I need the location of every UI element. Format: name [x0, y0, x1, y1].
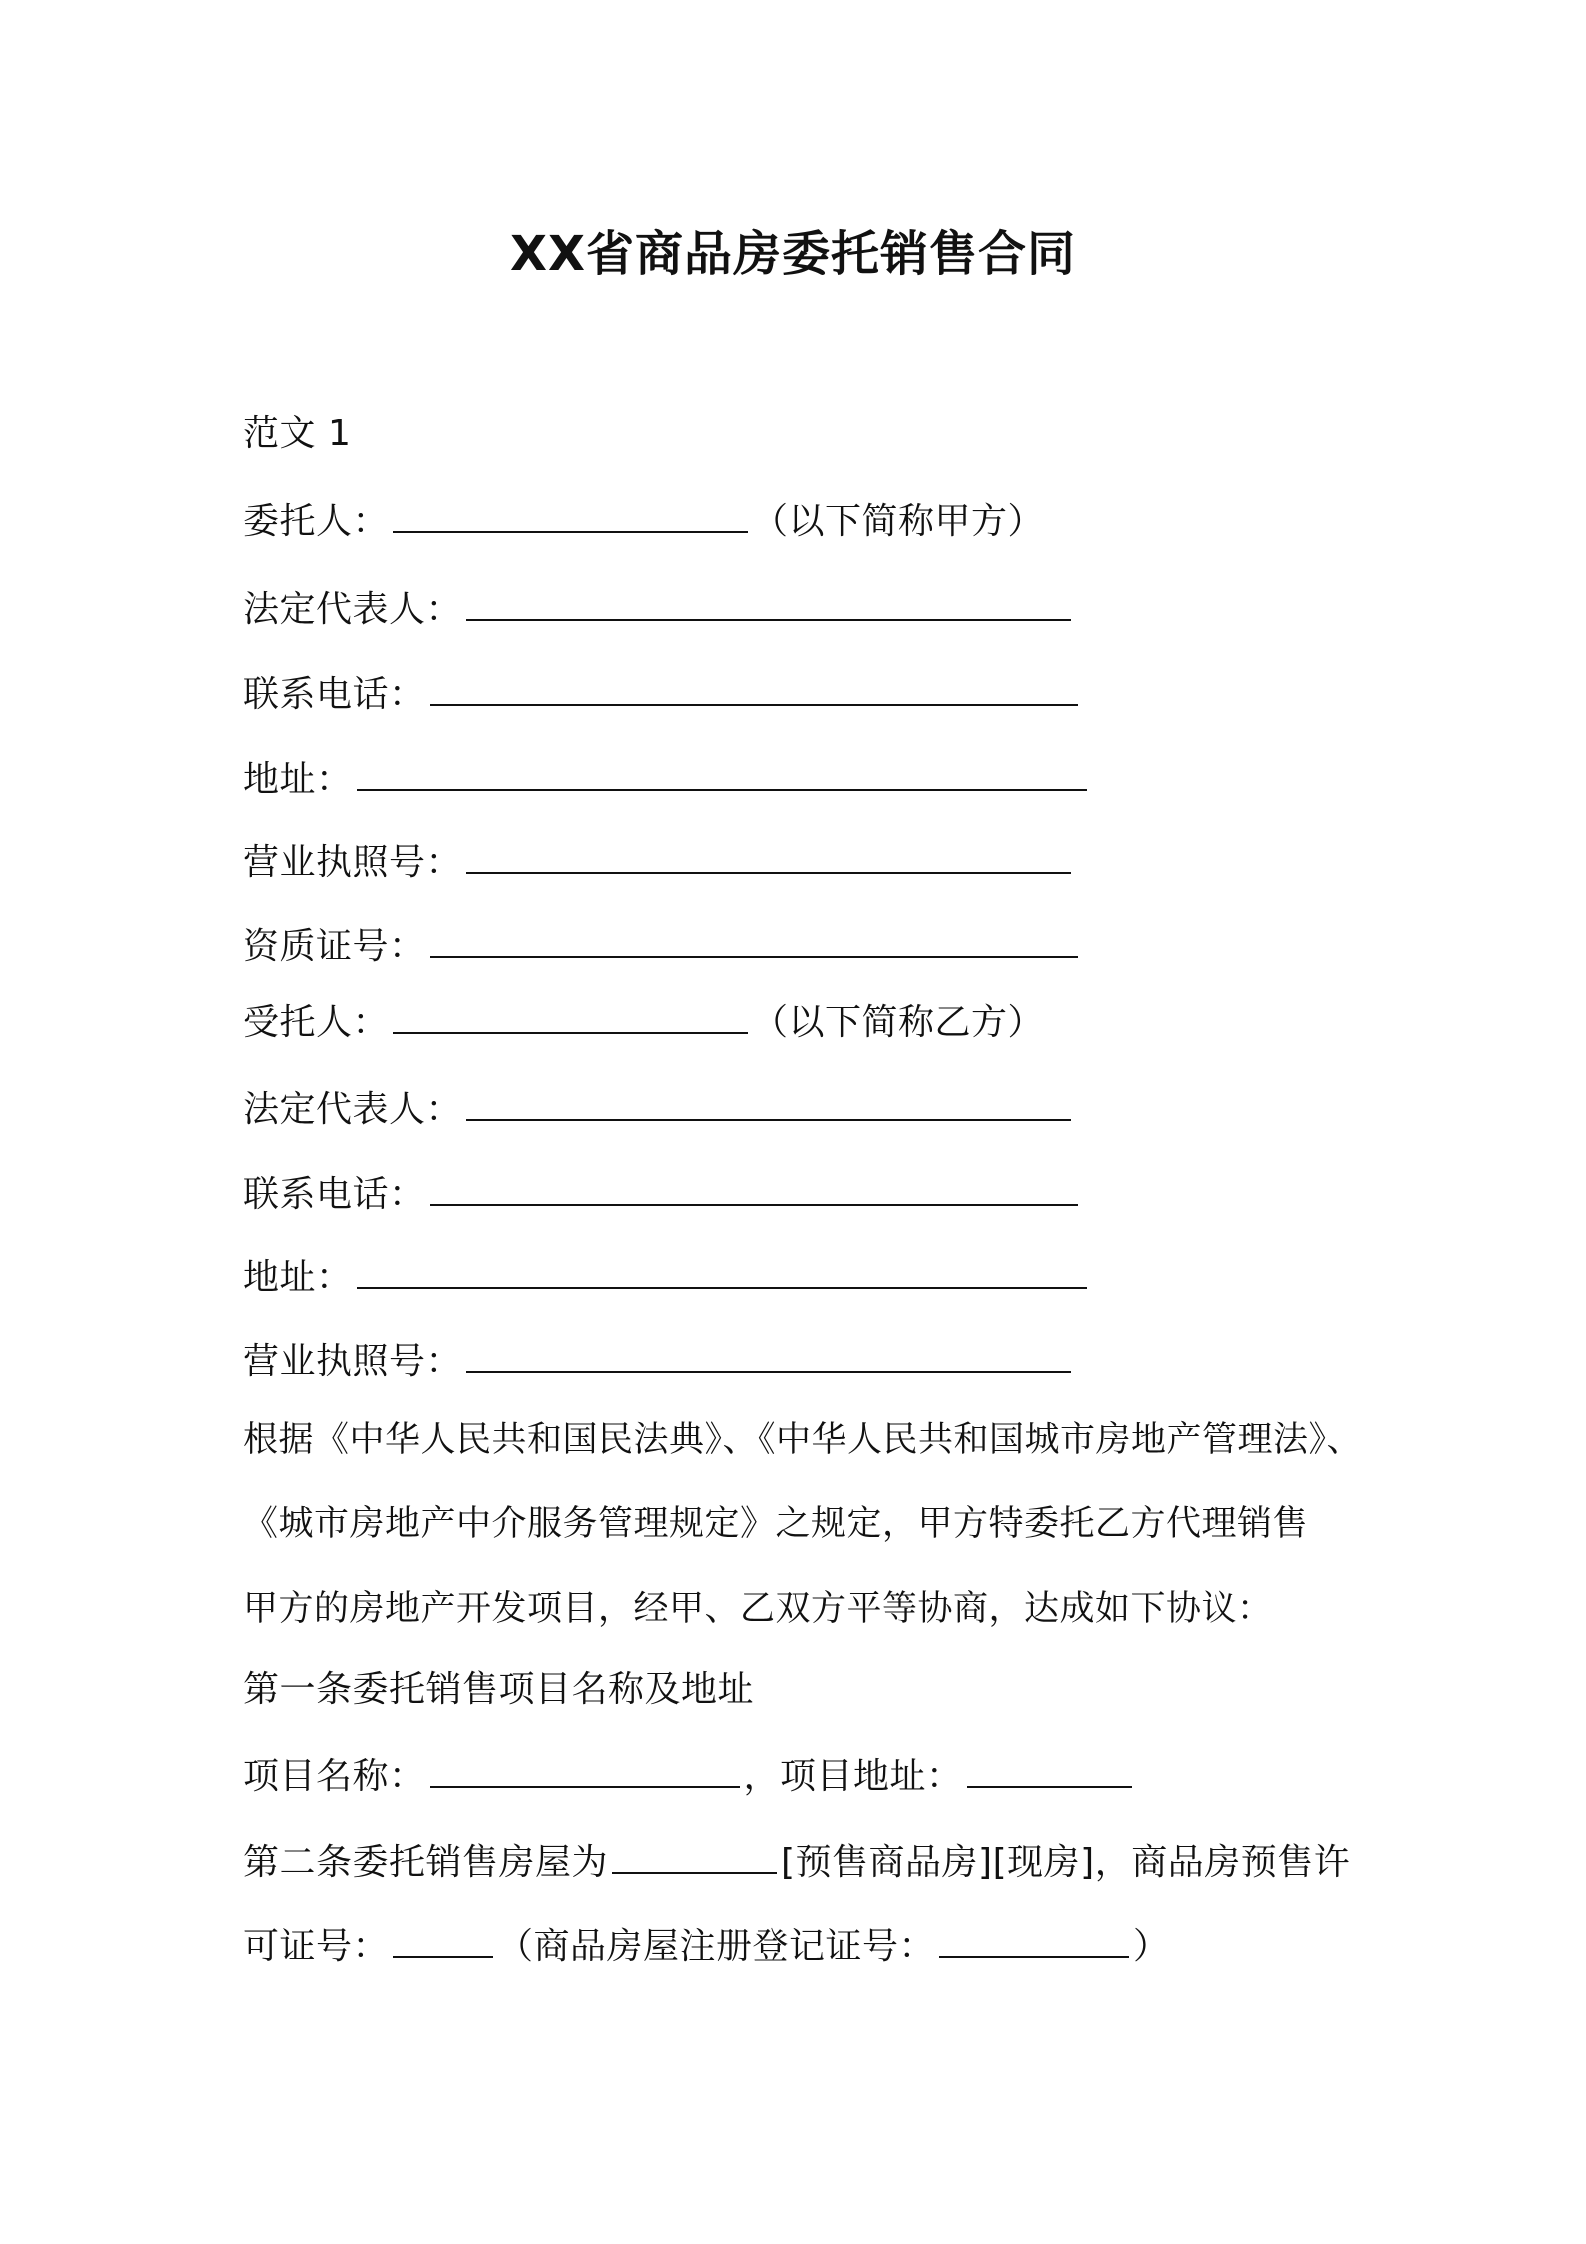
- license-line-b: [243, 1337, 1075, 1384]
- qualification-blank: [430, 922, 1078, 958]
- principal-line: [243, 497, 1044, 544]
- house-type-blank: [612, 1838, 777, 1874]
- license-line-a: [243, 838, 1075, 885]
- phone-line-b: [243, 1170, 1082, 1217]
- legal-rep-line-a: [243, 585, 1075, 632]
- sample-label: [243, 412, 351, 456]
- phone-blank-b: [430, 1170, 1078, 1206]
- line-label: 受托人：: [243, 1002, 390, 1043]
- qualification-line: [243, 922, 1082, 969]
- legal-rep-line-b: [243, 1085, 1075, 1132]
- line-label: 法定代表人：: [243, 1089, 463, 1130]
- address-line-b: [243, 1253, 1091, 1300]
- line-label: 地址：: [243, 759, 353, 800]
- permit-blank: [393, 1922, 493, 1958]
- legal-rep-blank-b: [466, 1085, 1071, 1121]
- body-paragraph-line: 根据《中华人民共和国民法典》、《中华人民共和国城市房地产管理法》、: [243, 1420, 1363, 1460]
- article-1-heading: 第一条委托销售项目名称及地址: [243, 1669, 755, 1710]
- principal-blank: [393, 497, 748, 533]
- project-address-label: ，项目地址：: [743, 1756, 963, 1797]
- line-label: 营业执照号：: [243, 1341, 463, 1382]
- line-label: 范文 1: [243, 413, 352, 454]
- phone-blank-a: [430, 670, 1078, 706]
- line-label: 联系电话：: [243, 674, 426, 715]
- line-label: 资质证号：: [243, 926, 426, 967]
- registration-blank: [939, 1922, 1129, 1958]
- line-suffix: （以下简称甲方）: [752, 501, 1045, 542]
- article-2-line-1: [243, 1838, 1350, 1885]
- project-name-blank: [430, 1752, 740, 1788]
- registration-label: （商品房屋注册登记证号：: [497, 1926, 936, 1967]
- body-paragraph-line: 《城市房地产中介服务管理规定》之规定，甲方特委托乙方代理销售: [243, 1504, 1309, 1544]
- agent-line: [243, 998, 1044, 1045]
- document-title: XX省商品房委托销售合同: [509, 226, 1077, 282]
- project-line: [243, 1752, 1136, 1799]
- line-label: 地址：: [243, 1257, 353, 1298]
- agent-blank: [393, 998, 748, 1034]
- license-blank-a: [466, 838, 1071, 874]
- line-label: 法定代表人：: [243, 589, 463, 630]
- address-blank-a: [357, 755, 1087, 791]
- line-label: 委托人：: [243, 501, 390, 542]
- body-paragraph-line: 甲方的房地产开发项目，经甲、乙双方平等协商，达成如下协议：: [243, 1589, 1273, 1629]
- line-suffix: （以下简称乙方）: [752, 1002, 1045, 1043]
- license-blank-b: [466, 1337, 1071, 1373]
- article-2-line-2: [243, 1922, 1170, 1969]
- project-name-label: 项目名称：: [243, 1756, 426, 1797]
- article-2-text-b: [预售商品房][现房]，商品房预售许: [781, 1842, 1351, 1883]
- line-label: 营业执照号：: [243, 842, 463, 883]
- line-label: 联系电话：: [243, 1174, 426, 1215]
- project-address-blank: [967, 1752, 1132, 1788]
- article-2-text-a: 第二条委托销售房屋为: [243, 1842, 609, 1883]
- legal-rep-blank-a: [466, 585, 1071, 621]
- phone-line-a: [243, 670, 1082, 717]
- permit-label: 可证号：: [243, 1926, 390, 1967]
- closing-paren: ）: [1133, 1926, 1170, 1967]
- address-blank-b: [357, 1253, 1087, 1289]
- address-line-a: [243, 755, 1091, 802]
